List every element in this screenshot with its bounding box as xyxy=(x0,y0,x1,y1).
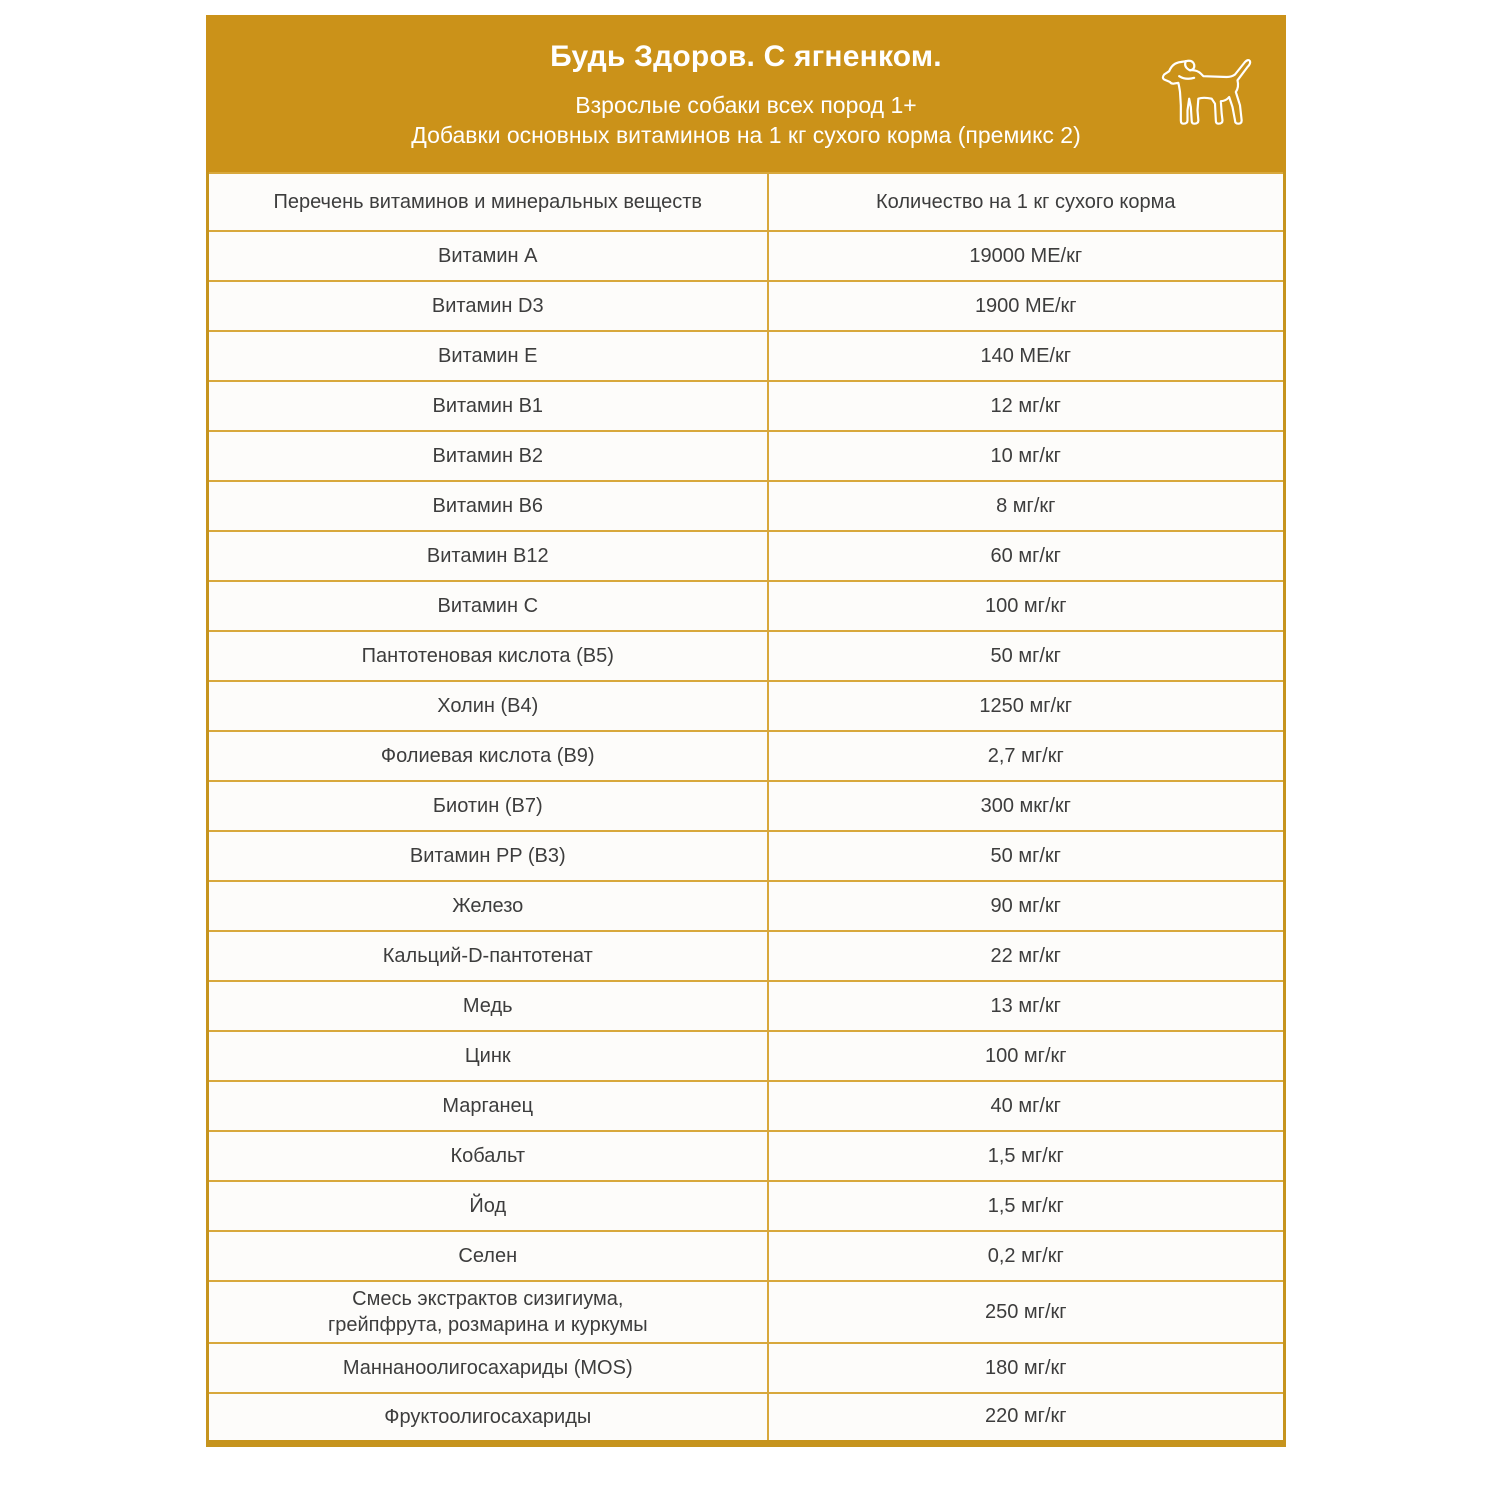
amount-cell xyxy=(768,1343,1285,1393)
table-row xyxy=(208,231,1285,281)
header-band xyxy=(206,15,1286,172)
substance-label: Витамин B1 xyxy=(432,395,544,417)
substance-cell xyxy=(208,981,768,1031)
column-header-substances: Перечень витаминов и минеральных веществ xyxy=(208,173,768,231)
table-row xyxy=(208,281,1285,331)
substance-cell xyxy=(208,431,768,481)
table-header-row xyxy=(208,173,1285,231)
amount-cell xyxy=(768,1393,1285,1443)
amount-label: 19000 МЕ/кг xyxy=(969,244,1083,267)
amount-label: 1250 мг/кг xyxy=(979,694,1073,717)
substance-cell xyxy=(208,1281,768,1343)
table-row xyxy=(208,1031,1285,1081)
amount-label: 140 МЕ/кг xyxy=(980,344,1072,367)
amount-label: 8 мг/кг xyxy=(996,494,1056,517)
table-row xyxy=(208,981,1285,1031)
substance-cell xyxy=(208,931,768,981)
table-row xyxy=(208,531,1285,581)
amount-cell xyxy=(768,581,1285,631)
amount-label: 0,2 мг/кг xyxy=(987,1244,1064,1267)
amount-label: 1900 МЕ/кг xyxy=(974,294,1077,317)
substance-cell xyxy=(208,381,768,431)
amount-label: 90 мг/кг xyxy=(990,894,1061,917)
table-row xyxy=(208,1181,1285,1231)
substance-cell xyxy=(208,281,768,331)
product-subtitle-audience: Взрослые собаки всех пород 1+ xyxy=(575,92,917,118)
table-row xyxy=(208,481,1285,531)
substance-label: Медь xyxy=(462,995,513,1017)
table-row xyxy=(208,381,1285,431)
substance-cell xyxy=(208,731,768,781)
substance-cell xyxy=(208,331,768,381)
table-row xyxy=(208,731,1285,781)
amount-cell xyxy=(768,481,1285,531)
amount-cell xyxy=(768,531,1285,581)
table-body xyxy=(208,231,1285,1443)
amount-label: 300 мкг/кг xyxy=(980,794,1071,817)
amount-cell xyxy=(768,731,1285,781)
substance-cell xyxy=(208,231,768,281)
vitamins-table xyxy=(206,172,1286,1447)
table-row xyxy=(208,781,1285,831)
column-header-amount: Количество на 1 кг сухого корма xyxy=(768,173,1285,231)
substance-label: Витамин B12 xyxy=(426,545,549,567)
substance-cell xyxy=(208,1181,768,1231)
substance-label: Железо xyxy=(452,895,524,917)
substance-label: Витамин D3 xyxy=(431,295,544,317)
table-row xyxy=(208,681,1285,731)
substance-label: Витамин PP (B3) xyxy=(409,845,566,867)
amount-cell xyxy=(768,381,1285,431)
product-title: Будь Здоров. С ягненком. xyxy=(550,40,942,73)
amount-cell xyxy=(768,631,1285,681)
amount-label: 220 мг/кг xyxy=(984,1405,1067,1428)
substance-label: Фруктоолигосахариды xyxy=(384,1405,592,1428)
amount-cell xyxy=(768,231,1285,281)
table-row xyxy=(208,1081,1285,1131)
table-row xyxy=(208,1231,1285,1281)
product-subtitle-premix: Добавки основных витаминов на 1 кг сухого корма (премикс 2) xyxy=(411,122,1081,149)
amount-cell xyxy=(768,981,1285,1031)
amount-cell xyxy=(768,1181,1285,1231)
amount-label: 1,5 мг/кг xyxy=(987,1194,1064,1217)
amount-label: 50 мг/кг xyxy=(990,844,1061,867)
amount-cell xyxy=(768,831,1285,881)
amount-label: 100 мг/кг xyxy=(984,1044,1067,1067)
substance-label: Биотин (B7) xyxy=(432,795,543,817)
substance-label: Селен xyxy=(458,1245,518,1267)
substance-label: Кальций-D-пантотенат xyxy=(382,945,593,967)
amount-cell xyxy=(768,931,1285,981)
dog-icon xyxy=(1160,53,1260,141)
substance-cell xyxy=(208,581,768,631)
table-row xyxy=(208,1343,1285,1393)
substance-cell xyxy=(208,1343,768,1393)
amount-label: 13 мг/кг xyxy=(990,994,1061,1017)
substance-cell xyxy=(208,1393,768,1443)
amount-cell xyxy=(768,1131,1285,1181)
substance-label: Пантотеновая кислота (B5) xyxy=(361,645,614,667)
amount-label: 60 мг/кг xyxy=(990,544,1061,567)
table-row xyxy=(208,931,1285,981)
substance-cell xyxy=(208,831,768,881)
amount-cell xyxy=(768,781,1285,831)
substance-label: Витамин C xyxy=(437,595,539,617)
amount-label: 2,7 мг/кг xyxy=(987,744,1064,767)
substance-cell xyxy=(208,481,768,531)
substance-label: Витамин B6 xyxy=(432,495,544,517)
substance-label: Кобальт xyxy=(450,1145,526,1167)
amount-label: 22 мг/кг xyxy=(990,944,1061,967)
amount-cell xyxy=(768,431,1285,481)
amount-label: 180 мг/кг xyxy=(984,1356,1067,1379)
table-row xyxy=(208,331,1285,381)
substance-cell xyxy=(208,1081,768,1131)
substance-cell xyxy=(208,631,768,681)
table-row xyxy=(208,431,1285,481)
table-row xyxy=(208,1393,1285,1443)
amount-cell xyxy=(768,1031,1285,1081)
substance-cell xyxy=(208,1231,768,1281)
substance-label: Марганец xyxy=(442,1095,534,1117)
substance-label: Фолиевая кислота (B9) xyxy=(380,745,595,767)
substance-cell xyxy=(208,1031,768,1081)
amount-label: 40 мг/кг xyxy=(990,1094,1061,1117)
table-row xyxy=(208,631,1285,681)
amount-label: 10 мг/кг xyxy=(990,444,1061,467)
amount-label: 100 мг/кг xyxy=(984,594,1067,617)
substance-cell xyxy=(208,531,768,581)
table-row xyxy=(208,881,1285,931)
substance-label: Витамин A xyxy=(438,245,538,267)
amount-cell xyxy=(768,331,1285,381)
substance-label: Смесь экстрактов сизигиума, грейпфрута, розмарина и куркумы xyxy=(327,1288,648,1336)
substance-label: Холин (B4) xyxy=(437,695,539,717)
substance-label: Витамин B2 xyxy=(432,445,544,467)
substance-label: Цинк xyxy=(464,1045,511,1067)
label-sheet xyxy=(206,0,1286,1447)
amount-label: 50 мг/кг xyxy=(990,644,1061,667)
table-row xyxy=(208,581,1285,631)
substance-label: Маннаноолигосахариды (MOS) xyxy=(342,1357,633,1379)
table-row xyxy=(208,1281,1285,1343)
substance-cell xyxy=(208,681,768,731)
amount-label: 12 мг/кг xyxy=(990,394,1061,417)
substance-cell xyxy=(208,1131,768,1181)
amount-label: 1,5 мг/кг xyxy=(987,1144,1064,1167)
amount-label: 250 мг/кг xyxy=(984,1300,1067,1323)
amount-cell xyxy=(768,1081,1285,1131)
substance-cell xyxy=(208,881,768,931)
amount-cell xyxy=(768,1281,1285,1343)
table-row xyxy=(208,831,1285,881)
substance-label: Витамин E xyxy=(438,345,538,367)
substance-label: Йод xyxy=(469,1195,507,1217)
amount-cell xyxy=(768,681,1285,731)
amount-cell xyxy=(768,881,1285,931)
table-row xyxy=(208,1131,1285,1181)
substance-cell xyxy=(208,781,768,831)
amount-cell xyxy=(768,281,1285,331)
amount-cell xyxy=(768,1231,1285,1281)
